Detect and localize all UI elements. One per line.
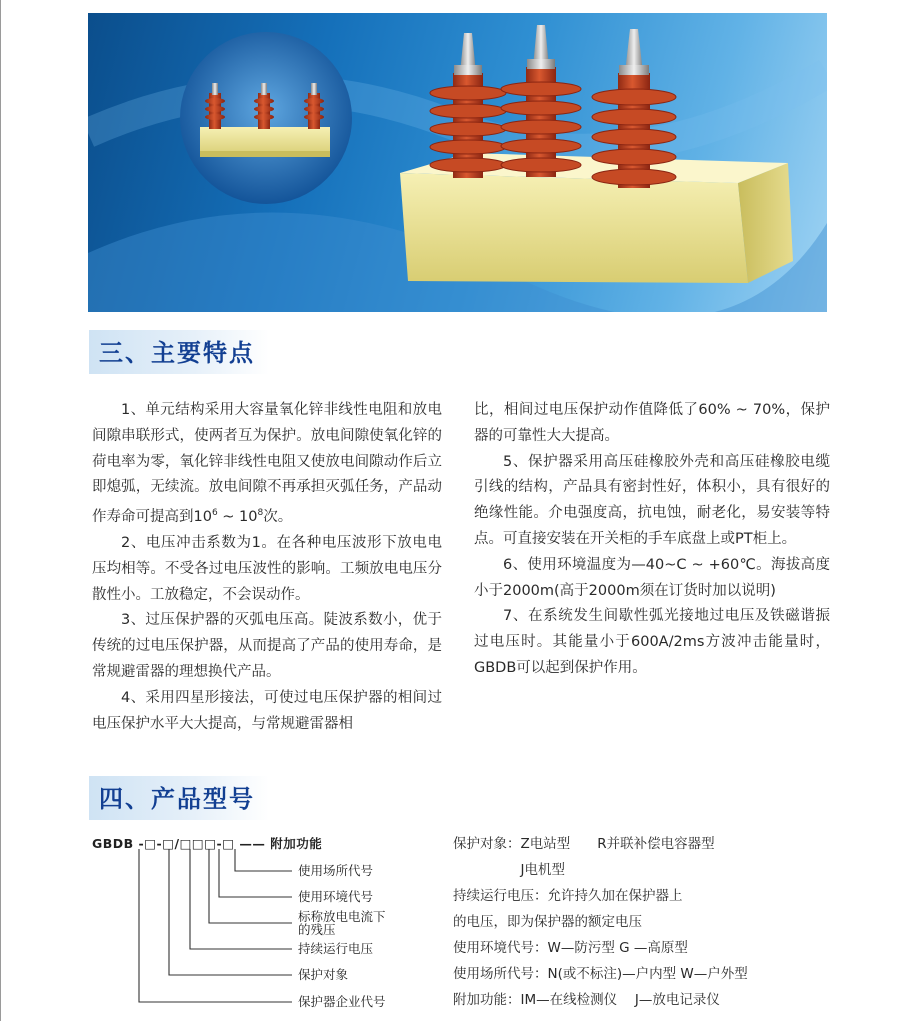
- feature-paragraph-2: 2、电压冲击系数为1。在各种电压波形下放电电压均相等。不受各过电压波性的影响。工频放电电压分散性小。工放稳定，不会误动作。: [92, 534, 442, 603]
- model-bracket-lines: [92, 832, 452, 1017]
- note-line: 的电压，即为保护器的额定电压: [453, 914, 642, 930]
- section-heading-text: 三、主要特点: [99, 339, 255, 367]
- note-line: J电机型: [453, 862, 565, 878]
- main-protector: [400, 25, 793, 283]
- product-illustration: [88, 13, 827, 312]
- label-environment-code: 使用环境代号: [298, 889, 374, 904]
- section-heading-features: [89, 330, 389, 374]
- label-site-code: 使用场所代号: [298, 863, 374, 878]
- model-notes: [453, 831, 833, 1013]
- label-residual-voltage: 标称放电电流下: [298, 909, 386, 924]
- note-line: 使用场所代号：N(或不标注)—户内型 W—户外型: [453, 966, 748, 982]
- section-heading-model: [89, 776, 389, 820]
- features-right-column: [474, 398, 830, 682]
- note-line: 持续运行电压：允许持久加在保护器上: [453, 888, 683, 904]
- note-line: 保护对象：Z电站型 R并联补偿电容器型: [453, 836, 715, 852]
- label-residual-voltage-2: 的残压: [298, 922, 336, 937]
- model-code-diagram: [92, 832, 452, 1017]
- feature-paragraph-6: 6、使用环境温度为—40~C ~ +60℃。海拔高度小于2000m(高于2000m须在订货时加以说明): [474, 556, 830, 599]
- feature-paragraph-4-cont: 比，相间过电压保护动作值降低了60% ~ 70%，保护器的可靠性大大提高。: [474, 402, 830, 444]
- feature-paragraph-4: 4、采用四星形接法，可使过电压保护器的相间过电压保护水平大大提高，与常规避雷器相: [92, 689, 442, 732]
- label-continuous-voltage: 持续运行电压: [298, 941, 374, 956]
- page-edge-rule: [0, 0, 1, 1021]
- feature-paragraph-1: 1、单元结构采用大容量氧化锌非线性电阻和放电间隙串联形式，使两者互为保护。放电间隙使氧化锌的荷电率为零，氧化锌非线性电阻又使放电间隙动作后立即熄弧，无续流。放电间隙不再承担灭弧任务，产品动作寿命可提高到$10^6$ ~ $10^8$次。: [92, 402, 442, 526]
- note-line: 使用环境代号：W—防污型 G —高原型: [453, 940, 688, 956]
- model-code-text: GBDB -□-□/□□□-□ —— 附加功能: [92, 836, 323, 851]
- feature-paragraph-3: 3、过压保护器的灭弧电压高。陡波系数小，优于传统的过电压保护器，从而提高了产品的使用寿命，是常规避雷器的理想换代产品。: [92, 612, 442, 680]
- product-banner-image: [88, 13, 827, 312]
- features-left-column: [92, 398, 442, 737]
- feature-paragraph-7: 7、在系统发生间歇性弧光接地过电压及铁磁谐振过电压时。其能量小于600A/2ms方波冲击能量时，GBDB可以起到保护作用。: [474, 608, 830, 676]
- inset-protector-small: [200, 83, 330, 157]
- label-enterprise-code: 保护器企业代号: [298, 994, 386, 1009]
- label-protection-object: 保护对象: [298, 967, 349, 982]
- feature-paragraph-5: 5、保护器采用高压硅橡胶外壳和高压硅橡胶电缆引线的结构，产品具有密封性好，体积小，具有很好的绝缘性能。介电强度高，抗电蚀，耐老化，易安装等特点。可直接安装在开关柜的手车底盘上或PT柜上。: [474, 453, 830, 547]
- section-heading-text: 四、产品型号: [99, 785, 255, 813]
- note-line: 附加功能：IM—在线检测仪 J—放电记录仪: [453, 992, 720, 1008]
